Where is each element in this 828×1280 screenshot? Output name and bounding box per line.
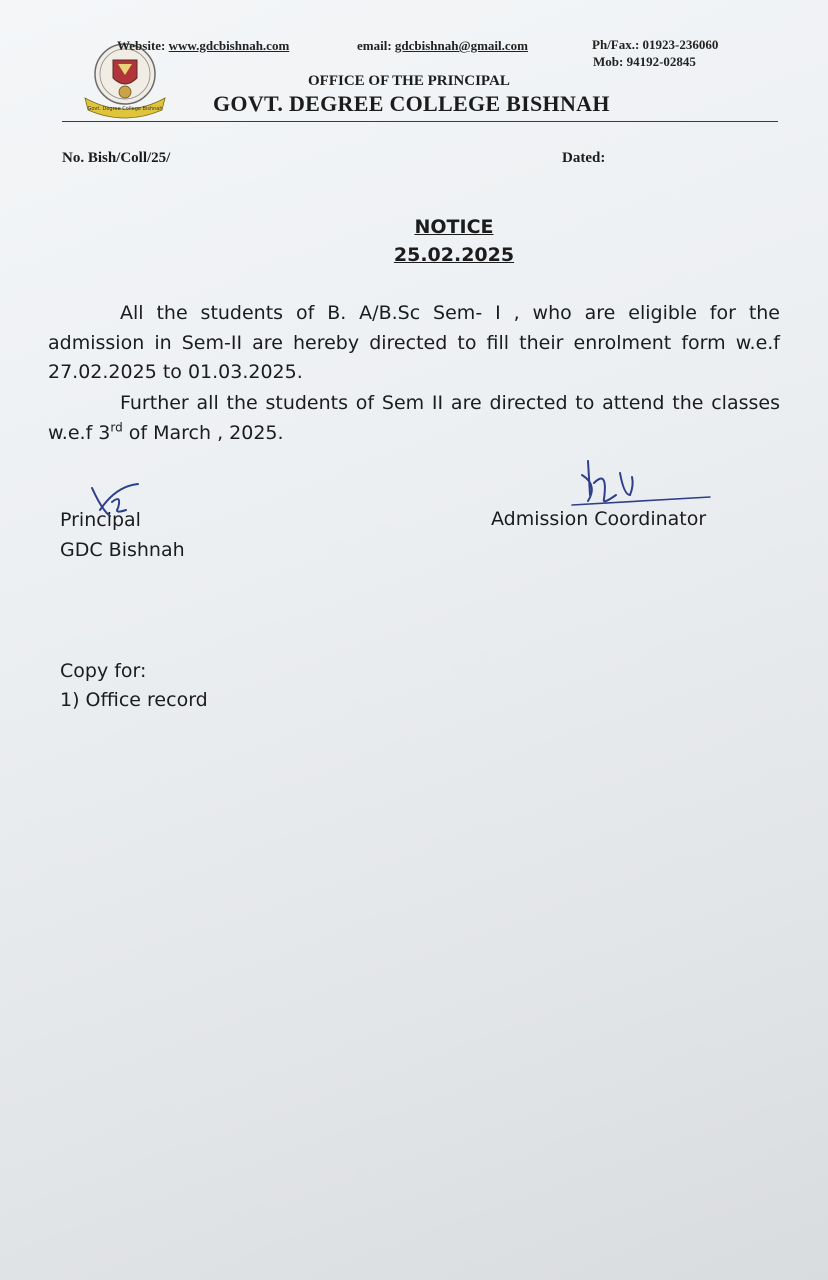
reference-number: No. Bish/Coll/25/ — [62, 150, 171, 166]
logo-banner-text: Govt. Degree College Bishnah — [87, 106, 163, 112]
copy-for-label: Copy for: — [60, 660, 147, 682]
website-label: Website: — [117, 38, 166, 53]
email-line — [357, 38, 528, 54]
notice-date: 25.02.2025 — [393, 244, 515, 266]
ordinal-suffix: rd — [110, 420, 123, 435]
phone-line: Ph/Fax.: 01923-236060 — [592, 37, 719, 52]
email-link[interactable]: gdcbishnah@gmail.com — [394, 38, 528, 53]
dated-label: Dated: — [562, 150, 606, 166]
principal-org: GDC Bishnah — [60, 539, 185, 561]
principal-title: Principal — [60, 509, 141, 531]
mobile-line: Mob: 94192-02845 — [593, 54, 696, 69]
college-name: GOVT. DEGREE COLLEGE BISHNAH — [213, 91, 610, 116]
coordinator-signature — [568, 455, 718, 515]
paragraph-2-tail: of March , 2025. — [122, 421, 284, 444]
website-link[interactable]: www.gdcbishnah.com — [168, 38, 290, 53]
coordinator-title: Admission Coordinator — [491, 508, 707, 530]
notice-title: NOTICE — [414, 216, 494, 238]
header-rule — [62, 121, 778, 122]
copy-item: 1) Office record — [60, 689, 208, 711]
notice-paragraph-1: All the students of B. A/B.Sc Sem- I , who are eligible for the admission in Sem-II are hereby directed to fill their enrolment form w.e.f 27.02.2025 to 01.03.2025. — [48, 302, 780, 383]
office-title: OFFICE OF THE PRINCIPAL — [308, 73, 510, 89]
notice-paragraph-2 — [48, 389, 780, 448]
email-label: email: — [357, 38, 392, 53]
paragraph-2-text: Further all the students of Sem II are directed to attend the classes w.e.f 3 — [48, 392, 780, 444]
website-line — [117, 38, 289, 54]
